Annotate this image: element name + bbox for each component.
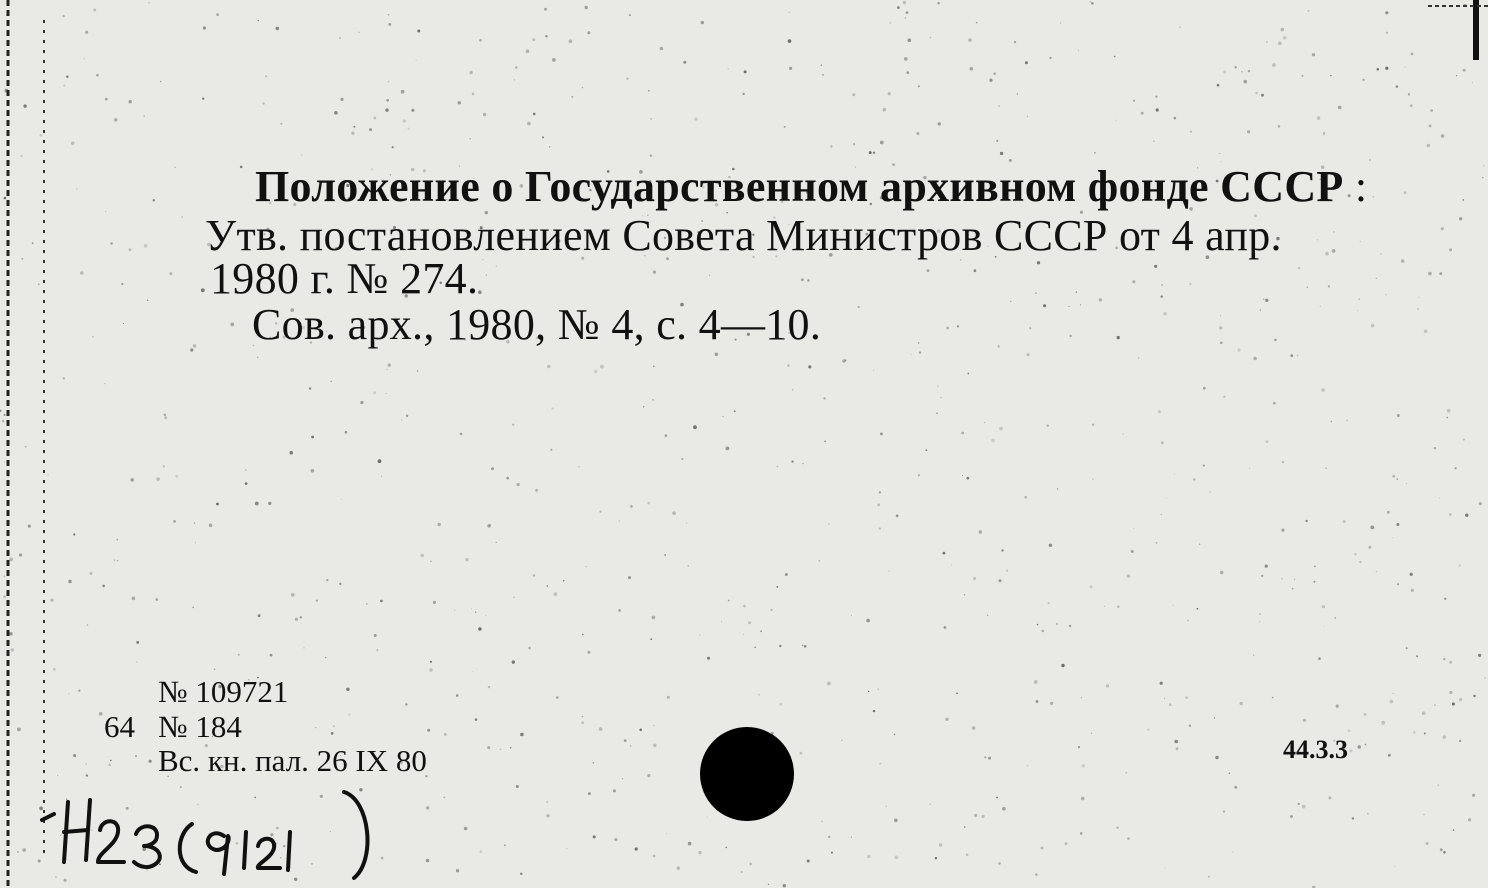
approval-line: Утв. постановлением Совета Министров СССР от 4 апр. bbox=[205, 211, 1282, 260]
title-colon: : bbox=[1343, 162, 1368, 211]
source-citation: Сов. арх., 1980, № 4, с. 4—10. bbox=[252, 300, 822, 349]
decree-number-line: 1980 г. № 274. bbox=[210, 254, 479, 303]
registration-number-2: № 184 bbox=[158, 709, 242, 744]
book-chamber-stamp: Вс. кн. пал. 26 IX 80 bbox=[158, 743, 427, 778]
handwritten-shelfmark bbox=[40, 790, 400, 885]
card-corner-mark bbox=[1428, 0, 1488, 60]
card-title-line bbox=[255, 164, 1367, 210]
punch-hole bbox=[700, 727, 794, 821]
document-title: Положение о Государственном архивном фонде СССР bbox=[255, 162, 1344, 211]
registration-prefix: 64 bbox=[104, 709, 135, 744]
card-left-edge-border bbox=[0, 0, 62, 888]
classification-code: 44.3.3 bbox=[1283, 735, 1348, 764]
registration-number-1: № 109721 bbox=[158, 674, 289, 709]
